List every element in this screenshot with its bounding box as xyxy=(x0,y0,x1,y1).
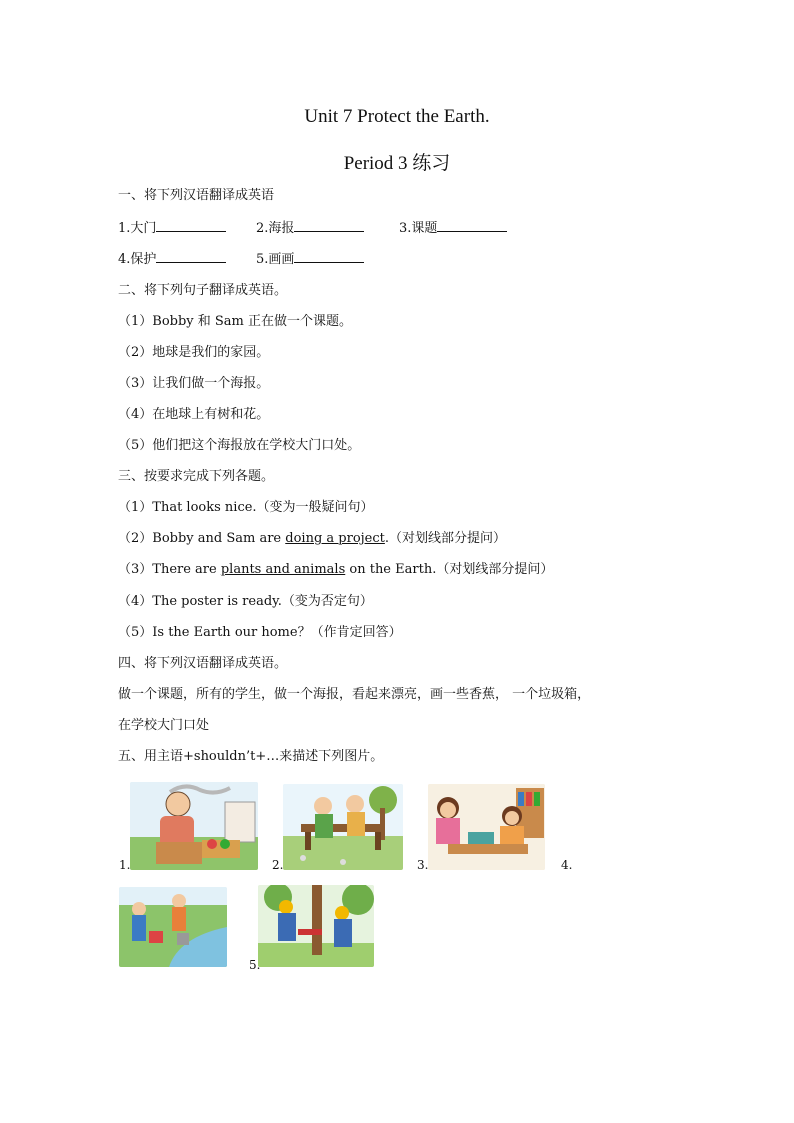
picture-cutting-tree xyxy=(258,885,374,967)
section1-item-2: 2.海报 xyxy=(256,218,364,238)
section2-item-1: （1）Bobby 和 Sam 正在做一个课题。 xyxy=(118,314,353,329)
section1-item-4: 4.保护 xyxy=(118,249,226,269)
section1-item-5: 5.画画 xyxy=(256,249,364,269)
picture-label-5: 5. xyxy=(249,958,261,972)
section3-heading: 三、按要求完成下列各题。 xyxy=(118,469,275,484)
page-subtitle: Period 3 练习 xyxy=(343,153,451,174)
smoking-illustration xyxy=(130,782,258,870)
reading-illustration xyxy=(428,784,545,870)
section3-q5: （5）Is the Earth our home？（作肯定回答） xyxy=(118,625,402,640)
section2-item-2: （2）地球是我们的家园。 xyxy=(118,345,270,360)
picture-label-4: 4. xyxy=(561,858,573,872)
section3-q3: （3）There are plants and animals on the Earth.（对划线部分提问） xyxy=(118,562,554,577)
section1-item-3: 3.课题 xyxy=(399,218,507,238)
picture-label-1: 1. xyxy=(119,858,131,872)
section2-heading: 二、将下列句子翻译成英语。 xyxy=(118,283,288,298)
picture-label-3: 3. xyxy=(417,858,429,872)
picture-label-2: 2. xyxy=(272,858,284,872)
section4-line-1: 做一个课题，所有的学生，做一个海报，看起来漂亮，画一些香蕉， 一个垃圾箱， xyxy=(118,687,591,702)
page-title: Unit 7 Protect the Earth. xyxy=(304,106,490,127)
picture-polluting-river xyxy=(119,887,227,967)
section2-item-3: （3）让我们做一个海报。 xyxy=(118,376,270,391)
picture-smoking xyxy=(130,782,258,870)
picture-littering xyxy=(283,784,403,870)
section3-q1: （1）That looks nice.（变为一般疑问句） xyxy=(118,500,374,515)
section2-item-4: （4）在地球上有树和花。 xyxy=(118,407,270,422)
section4-line-2: 在学校大门口处 xyxy=(118,718,210,733)
cutting-tree-illustration xyxy=(258,885,374,967)
section5-heading: 五、用主语+shouldn’t+…来描述下列图片。 xyxy=(118,749,384,764)
littering-illustration xyxy=(283,784,403,870)
section1-heading: 一、将下列汉语翻译成英语 xyxy=(118,188,275,203)
section3-q2: （2）Bobby and Sam are doing a project.（对划线部分提问） xyxy=(118,531,507,546)
section3-q4: （4）The poster is ready.（变为否定句） xyxy=(118,594,373,609)
section1-item-1: 1.大门 xyxy=(118,218,226,238)
polluting-river-illustration xyxy=(119,887,227,967)
section4-heading: 四、将下列汉语翻译成英语。 xyxy=(118,656,288,671)
picture-reading xyxy=(428,784,545,870)
section2-item-5: （5）他们把这个海报放在学校大门口处。 xyxy=(118,438,361,453)
